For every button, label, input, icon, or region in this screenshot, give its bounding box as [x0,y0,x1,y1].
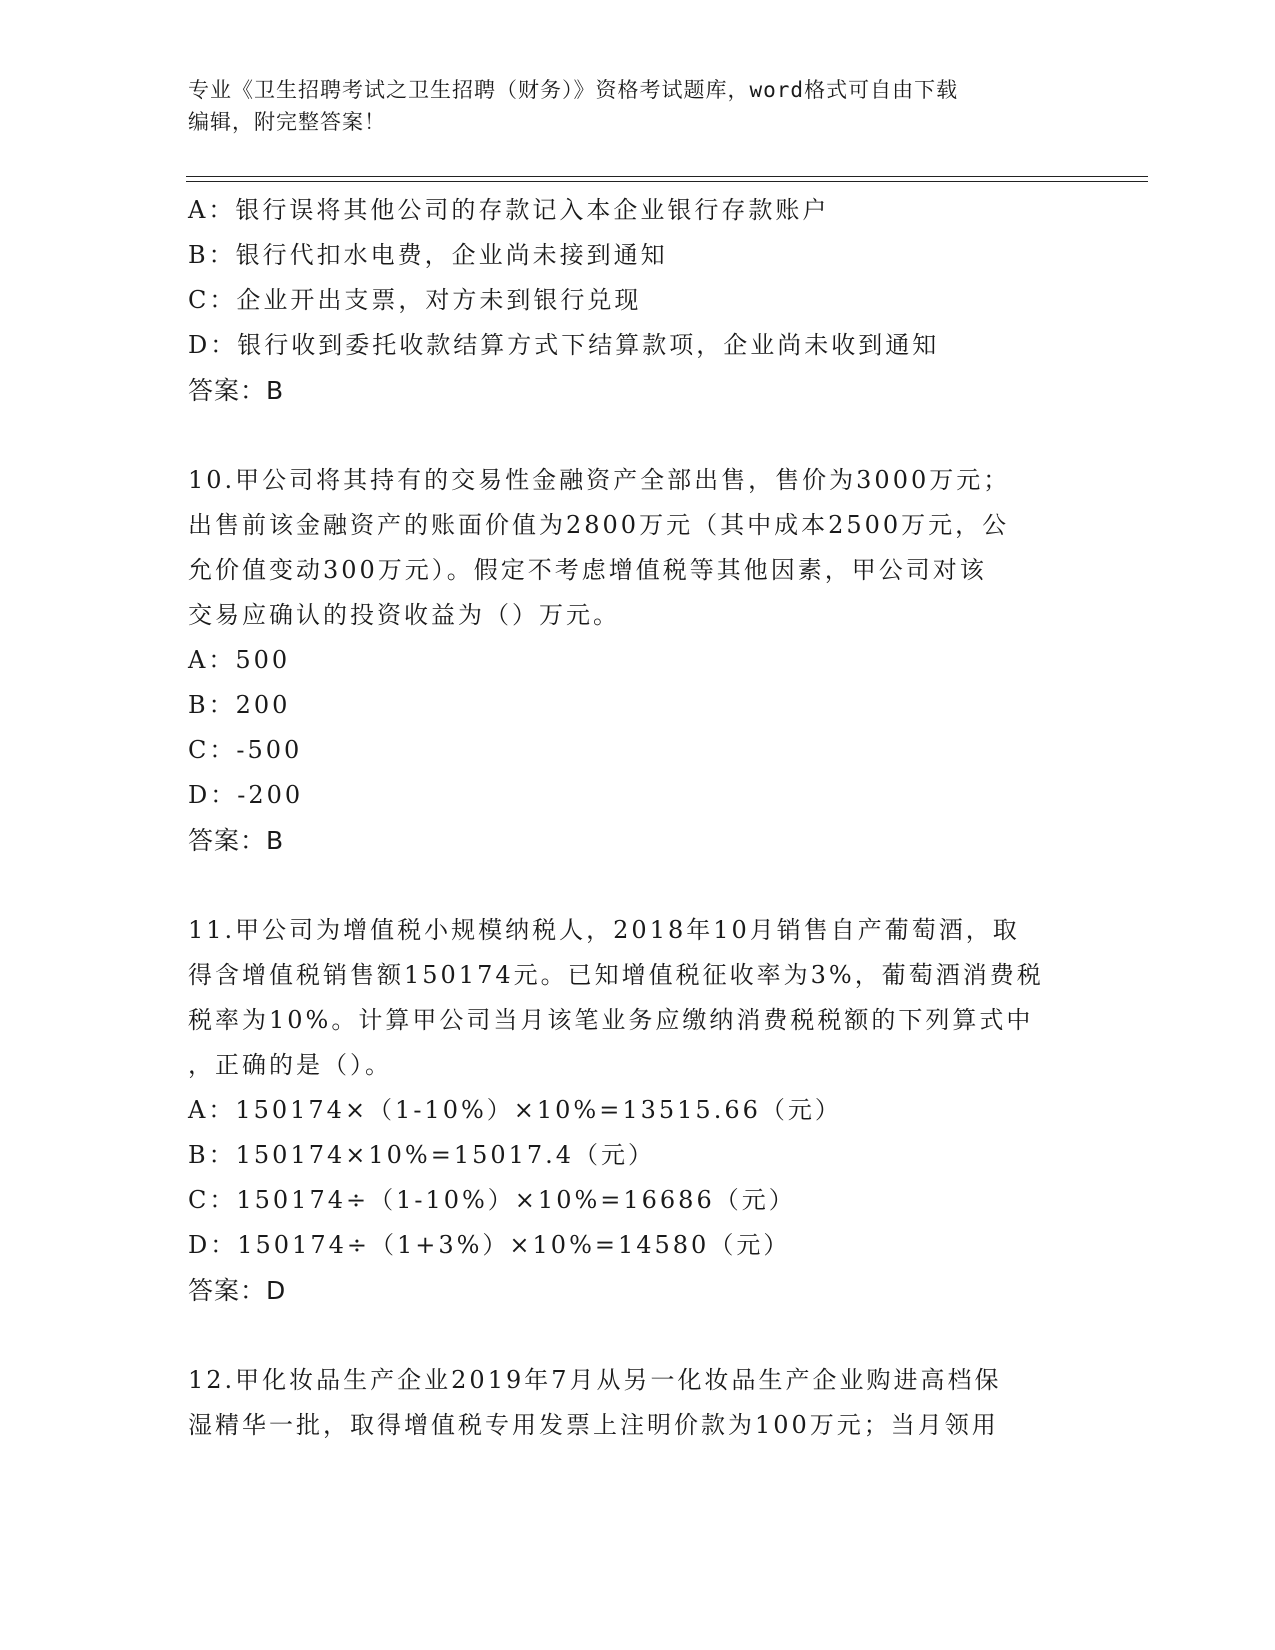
question-10 [188,458,1088,863]
question-11 [188,908,1088,1313]
question-stem-line: 湿精华一批，取得增值税专用发票上注明价款为100万元；当月领用 [188,1411,999,1439]
question-9 [188,188,1088,413]
answer: 答案：D [188,1276,287,1305]
option-b: B：银行代扣水电费，企业尚未接到通知 [188,241,668,269]
answer: 答案：B [188,826,285,855]
document-header [188,74,1068,138]
option-b: B：150174×10%=15017.4（元） [188,1141,656,1169]
question-stem-line: 税率为10%。计算甲公司当月该笔业务应缴纳消费税税额的下列算式中 [188,1006,1034,1034]
header-line-2: 编辑，附完整答案！ [188,110,386,134]
option-d: D：-200 [188,781,304,809]
question-stem-line: 得含增值税销售额150174元。已知增值税征收率为3%，葡萄酒消费税 [188,961,1044,989]
question-12 [188,1358,1088,1448]
option-a: A：500 [188,646,291,674]
header-line-1: 专业《卫生招聘考试之卫生招聘（财务）》资格考试题库，word格式可自由下载 [188,78,959,102]
header-divider-top [186,176,1148,177]
spacer [188,863,1088,908]
option-b: B：200 [188,691,291,719]
question-stem-line: ，正确的是（）。 [188,1051,392,1079]
question-stem-line: 12.甲化妆品生产企业2019年7月从另一化妆品生产企业购进高档保 [188,1366,1002,1394]
question-stem-line: 交易应确认的投资收益为（）万元。 [188,601,620,629]
option-d: D：银行收到委托收款结算方式下结算款项，企业尚未收到通知 [188,331,940,359]
question-stem-line: 允价值变动300万元）。假定不考虑增值税等其他因素，甲公司对该 [188,556,987,584]
option-c: C：-500 [188,736,303,764]
answer: 答案：B [188,376,285,405]
question-list [188,188,1088,1448]
option-c: C：企业开出支票，对方未到银行兑现 [188,286,642,314]
question-stem-line: 11.甲公司为增值税小规模纳税人，2018年10月销售自产葡萄酒，取 [188,916,1020,944]
spacer [188,413,1088,458]
option-c: C：150174÷（1-10%）×10%=16686（元） [188,1186,796,1214]
question-stem-line: 出售前该金融资产的账面价值为2800万元（其中成本2500万元，公 [188,511,1010,539]
question-stem-line: 10.甲公司将其持有的交易性金融资产全部出售，售价为3000万元； [188,466,1011,494]
option-d: D：150174÷（1+3%）×10%=14580（元） [188,1231,791,1259]
spacer [188,1313,1088,1358]
header-divider-bottom [186,181,1148,182]
option-a: A：150174×（1-10%）×10%=13515.66（元） [188,1096,842,1124]
option-a: A：银行误将其他公司的存款记入本企业银行存款账户 [188,196,830,224]
